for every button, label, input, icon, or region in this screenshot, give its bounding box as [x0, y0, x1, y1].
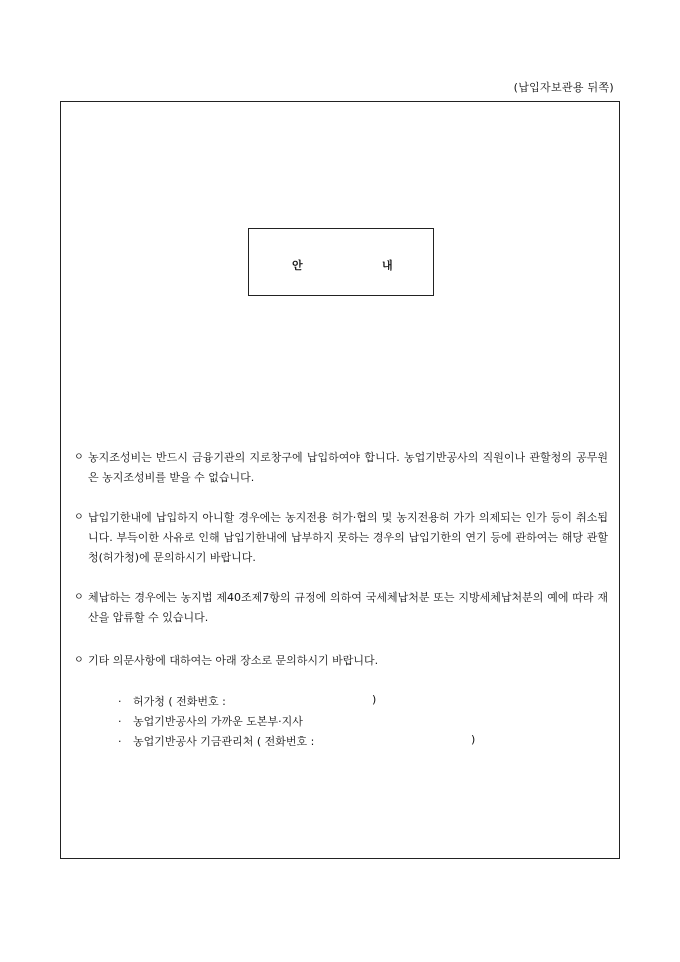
notice-item-inquiry [74, 651, 608, 671]
title-box [248, 228, 434, 296]
notice-text: 농지조성비는 반드시 금융기관의 지로창구에 납입하여야 합니다. 농업기반공사의 직원이나 관할청의 공무원은 농지조성비를 받을 수 없습니다. [88, 451, 608, 484]
bullet-icon: ㅇ [74, 512, 84, 523]
title-part-1: 안 [292, 259, 303, 272]
notice-item-payment [74, 448, 608, 488]
bullet-icon: ㅇ [74, 655, 84, 666]
notice-item-arrears [74, 588, 608, 628]
contact-fund-office [118, 733, 476, 749]
notice-text: 기타 의문사항에 대하여는 아래 장소로 문의하시기 바랍니다. [88, 654, 379, 667]
notice-frame [60, 101, 620, 859]
header-note: (납입자보관용 뒤쪽) [513, 81, 614, 94]
contact-regional-branch [118, 713, 303, 729]
contact-label: 농업기반공사 기금관리처 ( 전화번호 : [133, 735, 315, 748]
contact-label: 농업기반공사의 가까운 도본부·지사 [133, 715, 303, 728]
bullet-icon: ㅇ [74, 452, 84, 463]
bullet-icon: ㅇ [74, 592, 84, 603]
title-part-2: 내 [382, 259, 393, 272]
list-dot: · [118, 715, 122, 728]
contact-close-paren: ) [471, 733, 476, 746]
list-dot: · [118, 695, 122, 708]
contact-close-paren: ) [372, 693, 377, 706]
contact-permit-office [118, 693, 377, 709]
notice-text: 체납하는 경우에는 농지법 제40조제7항의 규정에 의하여 국세체납처분 또는 지방세체납처분의 예에 따라 재산을 압류할 수 있습니다. [88, 591, 608, 624]
contact-label: 허가청 ( 전화번호 : [133, 695, 226, 708]
list-dot: · [118, 735, 122, 748]
notice-item-deadline [74, 508, 608, 568]
notice-text: 납입기한내에 납입하지 아니할 경우에는 농지전용 허가·협의 및 농지전용허 가가 의제되는 인가 등이 취소됩니다. 부득이한 사유로 인해 납입기한내에 납부하지 못하는 경우의 납입기한의 연기 등에 관하여는 해당 관할청(허가청)에 문의하시기 바랍니다. [88, 511, 608, 564]
